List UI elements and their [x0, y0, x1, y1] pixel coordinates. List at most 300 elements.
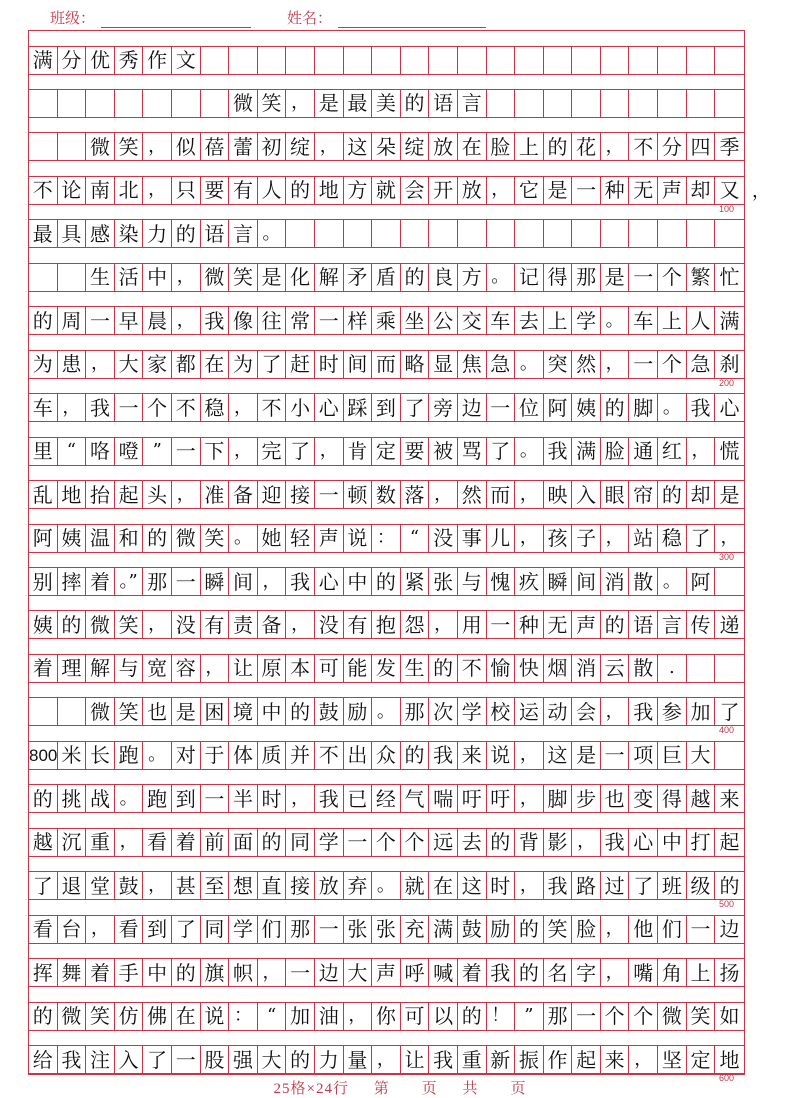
grid-cell: 车 [629, 307, 658, 334]
grid-cell [58, 698, 87, 725]
grid-cell [658, 47, 687, 74]
grid-cell: 这 [458, 872, 487, 899]
grid-cell: 脸 [572, 916, 601, 943]
grid-cell: 名 [544, 959, 573, 986]
grid-cell: 个 [143, 394, 172, 421]
grid-cell: 声 [658, 177, 687, 204]
grid-cell: 佛 [143, 1003, 172, 1030]
grid-cell: 染 [115, 220, 144, 247]
grid-cell: 最 [344, 90, 373, 117]
grid-cell: 到 [372, 394, 401, 421]
grid-cell: ， [572, 829, 601, 856]
grid-cell: 新 [487, 1046, 516, 1073]
grid-cell: 满 [29, 47, 58, 74]
grid-cell: 帘 [629, 481, 658, 508]
grid-cell: . [658, 655, 687, 682]
grid-cell [143, 90, 172, 117]
grid-cell [401, 47, 430, 74]
grid-cell: 的 [401, 264, 430, 291]
page-number-label: 第 页 [373, 1081, 438, 1097]
grid-cell: 。 [372, 698, 401, 725]
grid-cell: 中 [143, 959, 172, 986]
grid-cell: 只 [172, 177, 201, 204]
grid-cell: 于 [201, 742, 230, 769]
grid-cell: 地 [719, 1047, 740, 1072]
grid-cell: 一 [201, 785, 230, 812]
grid-cell [687, 47, 716, 74]
grid-cell: 嘴 [629, 959, 658, 986]
grid-cell: 备 [258, 611, 287, 638]
grid-cell: 入 [115, 1046, 144, 1073]
grid-cell: 要 [401, 438, 430, 465]
grid-row [29, 350, 744, 379]
grid-cell: 位 [515, 394, 544, 421]
grid-cell: 我 [487, 959, 516, 986]
grid-cell [715, 568, 744, 595]
grid-cell: 早 [115, 307, 144, 334]
grid-cell: 个 [372, 829, 401, 856]
grid-cell [544, 47, 573, 74]
grid-cell: 骂 [458, 438, 487, 465]
grid-cell: 地 [315, 177, 344, 204]
grid-cell: 个 [401, 829, 430, 856]
grid-cell: 沉 [58, 829, 87, 856]
grid-cell: 阿 [687, 568, 716, 595]
grid-cell: 姨 [29, 611, 58, 638]
grid-cell: 而 [487, 481, 516, 508]
grid-cell: 优 [86, 47, 115, 74]
grid-cell [201, 90, 230, 117]
grid-cell: 开 [429, 177, 458, 204]
grid-cell: 放 [429, 133, 458, 160]
grid-cell: 往 [258, 307, 287, 334]
grid-cell: 备 [229, 481, 258, 508]
grid-cell: 笑 [86, 1003, 115, 1030]
grid-cell: 轻 [286, 525, 315, 552]
grid-row [29, 393, 744, 422]
grid-cell [201, 47, 230, 74]
grid-cell [544, 90, 573, 117]
grid-cell: 不 [172, 394, 201, 421]
grid-cell: 没 [429, 525, 458, 552]
grid-row [29, 697, 744, 726]
grid-cell: ， [372, 1046, 401, 1073]
grid-cell: 放 [458, 177, 487, 204]
grid-cell: ， [143, 133, 172, 160]
grid-cell: 矛 [344, 264, 373, 291]
grid-cell: 加 [286, 1003, 315, 1030]
grid-cell: 与 [115, 655, 144, 682]
grid-cell: 地 [58, 481, 87, 508]
grid-row [29, 915, 744, 944]
grid-cell: 抬 [86, 481, 115, 508]
grid-cell: 上 [658, 307, 687, 334]
grid-cell: 。 [487, 264, 516, 291]
grid-cell: 了 [719, 699, 740, 724]
grid-cell [572, 47, 601, 74]
grid-row [29, 1002, 744, 1031]
grid-cell [372, 220, 401, 247]
grid-cell: 落 [401, 481, 430, 508]
grid-cell: 油 [315, 1003, 344, 1030]
grid-cell: 我 [629, 698, 658, 725]
grid-cell: 的 [58, 611, 87, 638]
grid-cell: 张 [372, 916, 401, 943]
grid-cell: 季 [719, 134, 740, 159]
grid-cell: 脸 [601, 438, 630, 465]
grid-cell [172, 90, 201, 117]
grid-cell: 朵 [372, 133, 401, 160]
grid-cell: 的 [458, 1003, 487, 1030]
grid-cell: 不 [629, 133, 658, 160]
grid-cell: 甚 [172, 872, 201, 899]
grid-cell: 却 [687, 177, 716, 204]
grid-cell: 学 [458, 698, 487, 725]
grid-row [29, 654, 744, 683]
grid-cell: 没 [172, 611, 201, 638]
grid-cell: 家 [143, 351, 172, 378]
grid-cell: ， [315, 133, 344, 160]
grid-cell: 对 [172, 742, 201, 769]
grid-cell: 中 [658, 829, 687, 856]
grid-cell: 不 [458, 655, 487, 682]
grid-cell: 远 [429, 829, 458, 856]
grid-cell: 次 [429, 698, 458, 725]
grid-cell: 一 [629, 351, 658, 378]
grid-cell: 阿 [29, 525, 58, 552]
grid-row [29, 610, 744, 639]
grid-cell: 笑 [258, 90, 287, 117]
grid-cell: 笑 [115, 611, 144, 638]
grid-cell: 一 [572, 177, 601, 204]
grid-cell: 是 [719, 482, 740, 507]
grid-cell: 那 [143, 568, 172, 595]
grid-cell: 疚 [515, 568, 544, 595]
grid-cell: 噔 [115, 438, 144, 465]
grid-cell: 那 [286, 916, 315, 943]
grid-cell: 中 [344, 568, 373, 595]
grid-cell: 了 [258, 351, 287, 378]
grid-cell: 张 [344, 916, 373, 943]
grid-cell: 快 [515, 655, 544, 682]
grid-cell: 我 [544, 438, 573, 465]
grid-cell: 略 [401, 351, 430, 378]
grid-cell: ， [687, 438, 716, 465]
grid-row [29, 89, 744, 118]
grid-cell: 困 [201, 698, 230, 725]
word-count-marker: 400 [718, 725, 734, 736]
word-count-marker: 500 [718, 899, 734, 910]
grid-cell: 步 [572, 785, 601, 812]
grid-cell: 就 [401, 872, 430, 899]
grid-cell: 烟 [544, 655, 573, 682]
grid-cell: 振 [515, 1046, 544, 1073]
grid-cell: 鼓 [458, 916, 487, 943]
grid-cell: 微 [86, 698, 115, 725]
grid-cell: 来 [719, 786, 740, 811]
name-field[interactable] [338, 11, 486, 28]
grid-cell: 入 [572, 481, 601, 508]
grid-cell: 越 [29, 829, 58, 856]
grid-cell: ， [86, 916, 115, 943]
grid-cell: 的 [401, 742, 430, 769]
grid-cell: 似 [172, 133, 201, 160]
grid-cell: 然 [458, 481, 487, 508]
grid-cell [544, 220, 573, 247]
grid-cell: 着 [29, 655, 58, 682]
grid-cell: 它 [515, 177, 544, 204]
grid-cell: ， [58, 394, 87, 421]
grid-cell [687, 655, 716, 682]
grid-cell: ， [286, 785, 315, 812]
grid-cell: 四 [687, 133, 716, 160]
grid-cell: 的 [143, 525, 172, 552]
grid-cell: 怨 [401, 611, 430, 638]
grid-cell: 仿 [115, 1003, 144, 1030]
grid-cell: 力 [315, 1046, 344, 1073]
grid-cell: 退 [58, 872, 87, 899]
grid-cell: 肯 [344, 438, 373, 465]
grid-cell: 他 [629, 916, 658, 943]
grid-cell: 头 [143, 481, 172, 508]
grid-cell: 方 [458, 264, 487, 291]
grid-cell: 心 [719, 395, 740, 420]
grid-cell: 战 [86, 785, 115, 812]
grid-cell [401, 220, 430, 247]
grid-cell: 微 [172, 525, 201, 552]
grid-cell: 事 [458, 525, 487, 552]
grid-cell: 起 [572, 1046, 601, 1073]
grid-cell: 满 [429, 916, 458, 943]
grid-cell: ， [429, 611, 458, 638]
grid-cell: 体 [229, 742, 258, 769]
grid-cell: 了 [629, 872, 658, 899]
grid-cell: 的 [258, 829, 287, 856]
grid-cell: ， [258, 959, 287, 986]
grid-cell: 递 [719, 612, 740, 637]
grid-cell: 着 [458, 959, 487, 986]
grid-cell: 说 [344, 525, 373, 552]
grid-cell: 学 [229, 916, 258, 943]
grid-cell: 我 [429, 742, 458, 769]
word-count-marker: 200 [718, 377, 734, 388]
grid-row [29, 784, 744, 813]
grid-row [29, 741, 744, 770]
grid-cell: 的 [172, 220, 201, 247]
grid-cell: 的 [286, 177, 315, 204]
grid-cell: 宽 [143, 655, 172, 682]
grid-row [29, 524, 744, 553]
grid-cell: 不 [258, 394, 287, 421]
grid-cell: 张 [429, 568, 458, 595]
grid-cell: 级 [687, 872, 716, 899]
grid-cell: 在 [201, 351, 230, 378]
grid-cell: 言 [458, 90, 487, 117]
grid-cell: 前 [201, 829, 230, 856]
grid-cell [86, 90, 115, 117]
grid-cell: 经 [372, 785, 401, 812]
grid-cell [372, 47, 401, 74]
grid-cell: 绽 [286, 133, 315, 160]
grid-cell: 绽 [401, 133, 430, 160]
grid-cell: “ [258, 1003, 287, 1030]
grid-cell: 数 [372, 481, 401, 508]
grid-cell: 出 [344, 742, 373, 769]
grid-cell: 声 [315, 525, 344, 552]
grid-cell: 。 [143, 742, 172, 769]
grid-cell [29, 698, 58, 725]
grid-row [29, 437, 744, 466]
grid-cell [487, 47, 516, 74]
grid-cell [58, 90, 87, 117]
grid-cell: 了 [401, 394, 430, 421]
grid-cell: 姨 [572, 394, 601, 421]
grid-cell: 传 [687, 611, 716, 638]
grid-cell: 学 [315, 829, 344, 856]
grid-cell: 得 [658, 785, 687, 812]
grid-cell [601, 220, 630, 247]
grid-cell: 繁 [687, 264, 716, 291]
word-count-marker: 300 [718, 551, 734, 562]
grid-cell: 是 [572, 742, 601, 769]
grid-cell: 言 [658, 611, 687, 638]
grid-cell: 如 [719, 1004, 740, 1029]
grid-cell: 鼓 [115, 872, 144, 899]
word-count-marker: 600 [718, 1073, 734, 1083]
grid-row [29, 1045, 744, 1074]
grid-cell: 分 [658, 133, 687, 160]
grid-cell: 台 [58, 916, 87, 943]
grid-cell: 又 [719, 178, 740, 203]
grid-cell: 焦 [458, 351, 487, 378]
grid-cell: 小 [286, 394, 315, 421]
grid-cell: 看 [115, 916, 144, 943]
grid-cell: 感 [86, 220, 115, 247]
grid-cell: 显 [429, 351, 458, 378]
grid-cell [487, 220, 516, 247]
grid-cell: 微 [658, 1003, 687, 1030]
grid-cell: 去 [458, 829, 487, 856]
grid-cell: 动 [544, 698, 573, 725]
grid-cell: 帜 [229, 959, 258, 986]
grid-cell: 突 [544, 351, 573, 378]
grid-cell: 会 [401, 177, 430, 204]
grid-cell: 最 [29, 220, 58, 247]
grid-cell: 边 [719, 917, 740, 942]
grid-cell: 言 [229, 220, 258, 247]
grid-cell: 得 [544, 264, 573, 291]
grid-cell: ， [115, 829, 144, 856]
grid-cell [29, 90, 58, 117]
grid-cell: 充 [401, 916, 430, 943]
grid-cell: 初 [258, 133, 287, 160]
grid-cell: 路 [572, 872, 601, 899]
grid-cell: 急 [687, 351, 716, 378]
class-field[interactable] [101, 11, 251, 28]
grid-cell: 种 [601, 177, 630, 204]
grid-cell: 的 [29, 307, 58, 334]
grid-cell [658, 90, 687, 117]
grid-cell: 语 [201, 220, 230, 247]
grid-cell: 起 [719, 830, 740, 855]
grid-cell: 乘 [372, 307, 401, 334]
grid-cell: 定 [687, 1046, 716, 1073]
grid-cell: 责 [229, 611, 258, 638]
grid-cell: 为 [29, 351, 58, 378]
grid-cell: ， [229, 438, 258, 465]
grid-cell: 半 [229, 785, 258, 812]
composition-grid [28, 30, 745, 1083]
grid-cell: 上 [515, 133, 544, 160]
grid-cell: 理 [58, 655, 87, 682]
grid-cell: 盾 [372, 264, 401, 291]
grid-cell: 而 [372, 351, 401, 378]
grid-cell: 与 [458, 568, 487, 595]
grid-cell: 至 [201, 872, 230, 899]
grid-cell: 挑 [58, 785, 87, 812]
grid-cell: 要 [201, 177, 230, 204]
grid-cell: 文 [172, 47, 201, 74]
grid-cell: 已 [344, 785, 373, 812]
grid-cell: 散 [629, 568, 658, 595]
grid-cell: 大 [687, 742, 716, 769]
grid-row [29, 263, 744, 292]
grid-cell: 班 [658, 872, 687, 899]
grid-cell: 有 [201, 611, 230, 638]
grid-cell: 一 [86, 307, 115, 334]
grid-cell: 边 [315, 959, 344, 986]
grid-cell: 声 [372, 959, 401, 986]
grid-cell: 呼 [401, 959, 430, 986]
grid-cell: ， [344, 1003, 373, 1030]
grid-cell: 消 [601, 568, 630, 595]
grid-cell: 花 [572, 133, 601, 160]
grid-cell [601, 47, 630, 74]
grid-cell: ！ [487, 1003, 516, 1030]
grid-cell: 是 [544, 177, 573, 204]
grid-cell: 重 [458, 1046, 487, 1073]
word-count-marker: 100 [718, 203, 734, 214]
grid-cell: 项 [629, 742, 658, 769]
grid-cell: 刹 [719, 352, 740, 377]
grid-cell [629, 47, 658, 74]
grid-cell: 上 [544, 307, 573, 334]
grid-row [29, 46, 744, 75]
grid-cell: 北 [115, 177, 144, 204]
grid-cell: 的 [515, 959, 544, 986]
grid-cell: ， [429, 481, 458, 508]
grid-cell: 说 [487, 742, 516, 769]
grid-cell: 放 [315, 872, 344, 899]
grid-cell: 想 [229, 872, 258, 899]
grid-cell: 坐 [401, 307, 430, 334]
grid-cell: 影 [544, 829, 573, 856]
grid-cell: 这 [344, 133, 373, 160]
grid-cell: 越 [687, 785, 716, 812]
grid-cell: 就 [372, 177, 401, 204]
grid-cell: 准 [201, 481, 230, 508]
grid-cell [487, 90, 516, 117]
grid-cell: 。 [229, 525, 258, 552]
grid-cell: 上 [687, 959, 716, 986]
grid-cell: 能 [344, 655, 373, 682]
grid-cell: 语 [629, 611, 658, 638]
grid-cell [29, 133, 58, 160]
grid-cell [315, 47, 344, 74]
grid-cell: 扬 [719, 960, 740, 985]
grid-cell: 个 [658, 351, 687, 378]
grid-cell: 稳 [201, 394, 230, 421]
